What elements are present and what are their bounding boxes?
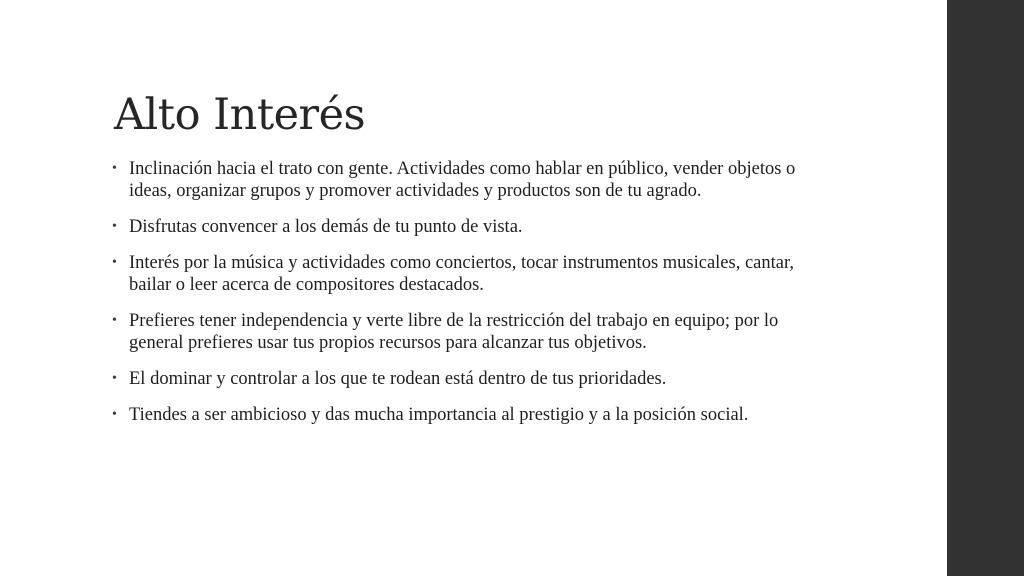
bullet-item — [112, 216, 832, 238]
bullet-icon: • — [112, 219, 117, 234]
bullet-item — [112, 404, 832, 426]
bullet-text: Inclinación hacia el trato con gente. Actividades como hablar en público, vender objetos o ideas, organizar grupos y promover actividades y productos son de tu agrado. — [129, 159, 796, 201]
bullet-item — [112, 310, 832, 354]
bullet-icon: • — [112, 371, 117, 386]
bullet-icon: • — [112, 161, 117, 176]
bullet-icon: • — [112, 313, 117, 328]
bullet-icon: • — [112, 255, 117, 270]
bullet-list — [112, 158, 832, 440]
bullet-icon: • — [112, 407, 117, 422]
bullet-text: Tiendes a ser ambicioso y das mucha importancia al prestigio y a la posición social. — [129, 405, 749, 425]
slide-title: Alto Interés — [114, 90, 366, 140]
bullet-text: El dominar y controlar a los que te rodean está dentro de tus prioridades. — [129, 369, 667, 389]
side-accent-bar — [947, 0, 1024, 576]
bullet-text: Prefieres tener independencia y verte libre de la restricción del trabajo en equipo; por lo general prefieres usar tus propios recursos para alcanzar tus objetivos. — [129, 311, 779, 353]
bullet-item — [112, 158, 832, 202]
bullet-text: Disfrutas convencer a los demás de tu punto de vista. — [129, 217, 523, 237]
bullet-text: Interés por la música y actividades como conciertos, tocar instrumentos musicales, cantar, bailar o leer acerca de compositores destacados. — [129, 253, 795, 295]
bullet-item — [112, 252, 832, 296]
bullet-item — [112, 368, 832, 390]
